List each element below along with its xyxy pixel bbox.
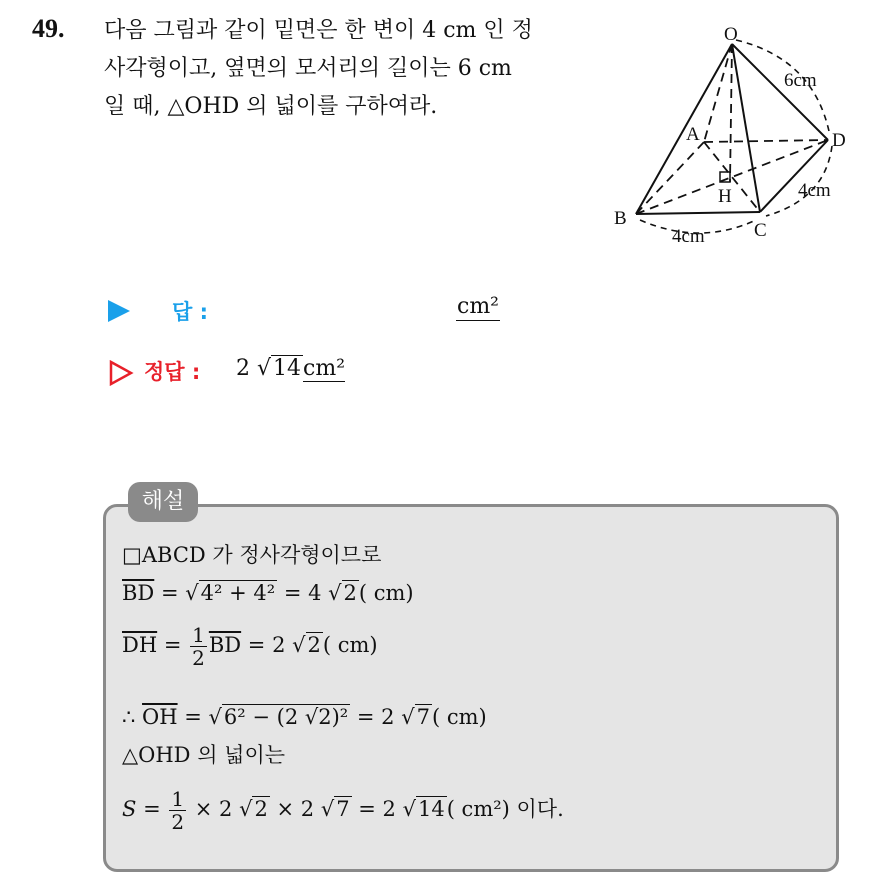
question-line-3: 일 때, △OHD 의 넓이를 구하여라. [104, 94, 438, 119]
explanation-line-3 [122, 624, 378, 669]
correct-value [236, 356, 345, 381]
unit: ( cm) [322, 633, 378, 657]
answer-unit: cm² [457, 294, 500, 319]
eq: = [154, 581, 186, 605]
sqrt-result: √2 [328, 581, 357, 605]
radicand-2: 2 [254, 797, 268, 821]
explanation-tag: 해설 [128, 482, 198, 522]
correct-answer-row [108, 354, 528, 394]
edge-OA [704, 44, 732, 142]
correct-radicand: 14 [273, 356, 302, 381]
fraction-half [190, 624, 207, 669]
therefore-sign: ∴ [122, 705, 143, 729]
sqrt-14: √14 [402, 797, 445, 821]
edge-BC [636, 212, 760, 214]
correct-label: 정답 : [144, 360, 201, 384]
radicand-7: 7 [336, 797, 350, 821]
label-O: O [724, 24, 738, 45]
pyramid-figure [600, 14, 850, 246]
answer-label: 답 : [172, 300, 208, 324]
fraction-half [169, 788, 186, 833]
radicand-14: 14 [417, 797, 445, 821]
play-triangle-icon [108, 300, 130, 322]
edge-AD [704, 140, 828, 142]
label-H: H [718, 186, 732, 207]
label-6cm: 6cm [784, 70, 817, 91]
diagonal-BD [636, 140, 828, 214]
question-line-1: 다음 그림과 같이 밑면은 한 변이 4 cm 인 정 [104, 18, 533, 43]
correct-sqrt: √14 [257, 356, 302, 381]
numerator: 1 [192, 623, 205, 647]
label-4cm-right: 4cm [798, 180, 831, 201]
segment-BD: $\overline{BD}$ [208, 633, 242, 657]
outline-triangle-icon [108, 360, 134, 386]
result: = 4 [277, 581, 329, 605]
segment-OH [730, 44, 732, 182]
unit: ( cm) [358, 581, 414, 605]
correct-unit: cm² [303, 356, 346, 381]
radicand-result: 7 [416, 705, 430, 729]
sqrt-result: √2 [292, 633, 321, 657]
eq: = [157, 633, 189, 657]
label-A: A [686, 124, 700, 145]
sqrt-7: √7 [320, 797, 350, 821]
radicand: 4² + 4² [200, 581, 276, 605]
radicand-result: 2 [343, 581, 357, 605]
edge-CD [760, 140, 828, 212]
numerator: 1 [171, 787, 185, 811]
sqrt: √6² − (2 √2)² [208, 705, 349, 729]
sqrt: √4² + 4² [185, 581, 276, 605]
result: = 2 [351, 797, 403, 821]
denominator: 2 [171, 810, 185, 834]
question-number: 49. [32, 14, 65, 43]
eq: = [177, 705, 209, 729]
times-two: × 2 [188, 797, 240, 821]
answer-row [108, 292, 528, 332]
segment-OH: $\overline{OH}$ [142, 705, 178, 729]
explanation-line-6 [122, 788, 564, 833]
result: = 2 [350, 705, 402, 729]
times-two: × 2 [269, 797, 321, 821]
eq: = [136, 797, 168, 821]
diagonal-AC [704, 142, 760, 212]
explanation-line-2 [122, 578, 414, 608]
sqrt-2: √2 [239, 797, 268, 821]
explanation-line-5: △OHD 의 넓이는 [122, 743, 286, 767]
question-text [104, 12, 604, 126]
label-C: C [754, 220, 767, 241]
denominator: 2 [192, 646, 205, 670]
label-D: D [832, 130, 846, 151]
unit: ( cm) [431, 705, 487, 729]
radicand: 6² − (2 √2)² [223, 705, 349, 729]
segment-BD: $\overline{BD}$ [122, 581, 155, 605]
radicand-result: 2 [307, 633, 321, 657]
sqrt-result: √7 [401, 705, 430, 729]
unit: ( cm²) 이다. [446, 797, 564, 821]
explanation-line-1: □ABCD 가 정사각형이므로 [122, 543, 382, 567]
correct-coef: 2 [236, 356, 250, 381]
explanation-line-4 [122, 702, 487, 732]
variable-S: S [122, 797, 137, 821]
label-B: B [614, 208, 627, 229]
segment-DH: $\overline{DH}$ [122, 633, 158, 657]
result: = 2 [241, 633, 293, 657]
question-line-2: 사각형이고, 옆면의 모서리의 길이는 6 cm [104, 56, 512, 81]
label-4cm-bottom: 4cm [672, 226, 705, 246]
